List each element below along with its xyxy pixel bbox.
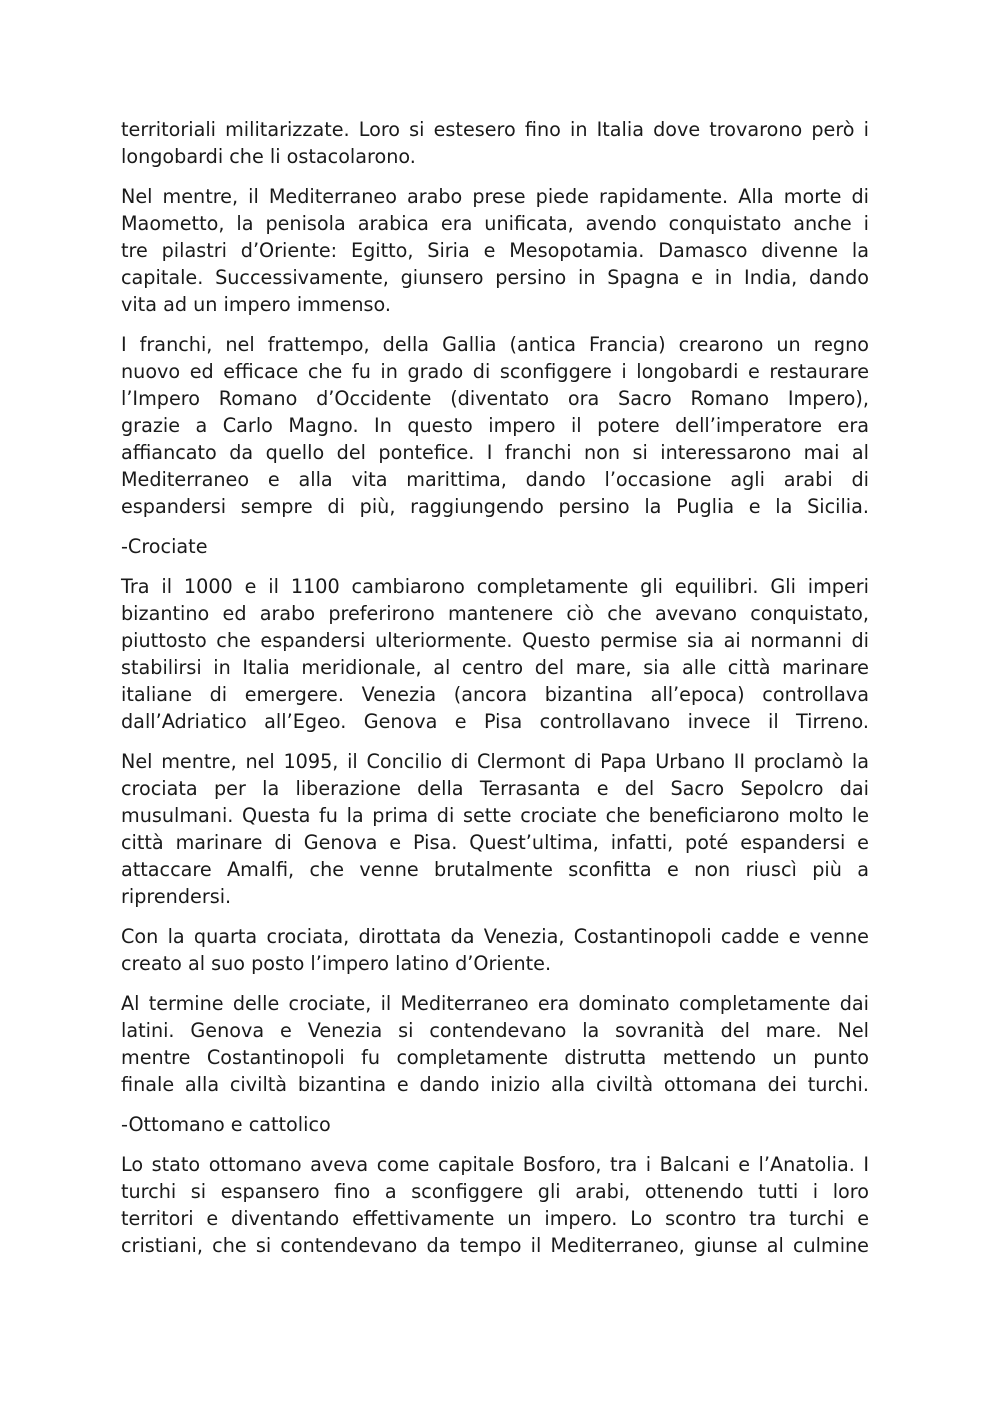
- text-line: grazie a Carlo Magno. In questo impero il potere dell’imperatore era: [121, 414, 869, 437]
- text-line: capitale. Successivamente, giunsero persino in Spagna e in India, dando: [121, 266, 869, 289]
- text-line: Nel mentre, il Mediterraneo arabo prese piede rapidamente. Alla morte di: [121, 185, 869, 208]
- text-line: italiane di emergere. Venezia (ancora bizantina all’epoca) controllava: [121, 683, 869, 706]
- text-line: crociata per la liberazione della Terrasanta e del Sacro Sepolcro dai: [121, 777, 869, 800]
- text-line: Nel mentre, nel 1095, il Concilio di Clermont di Papa Urbano II proclamò la: [121, 750, 869, 773]
- text-line: creato al suo posto l’impero latino d’Oriente.: [121, 952, 552, 975]
- text-line: territori e diventando effettivamente un impero. Lo scontro tra turchi e: [121, 1207, 869, 1230]
- text-line: nuovo ed efficace che fu in grado di sconfiggere i longobardi e restaurare: [121, 360, 869, 383]
- text-line: dall’Adriatico all’Egeo. Genova e Pisa controllavano invece il Tirreno.: [121, 710, 869, 733]
- text-line: Tra il 1000 e il 1100 cambiarono completamente gli equilibri. Gli imperi: [121, 575, 869, 598]
- document-body: [121, 116, 869, 1259]
- document-page: [121, 116, 869, 1272]
- heading-text: -Ottomano e cattolico: [121, 1113, 331, 1136]
- text-line: vita ad un impero immenso.: [121, 293, 392, 316]
- heading-text: -Crociate: [121, 535, 208, 558]
- paragraph: [121, 573, 869, 735]
- text-line: cristiani, che si contendevano da tempo il Mediterraneo, giunse al culmine: [121, 1234, 869, 1257]
- text-line: Al termine delle crociate, il Mediterraneo era dominato completamente dai: [121, 992, 869, 1015]
- paragraph: [121, 1151, 869, 1259]
- text-line: riprendersi.: [121, 885, 232, 908]
- text-line: stabilirsi in Italia meridionale, al centro del mare, sia alle città marinare: [121, 656, 869, 679]
- paragraph: [121, 116, 869, 170]
- text-line: l’Impero Romano d’Occidente (diventato ora Sacro Romano Impero),: [121, 387, 869, 410]
- text-line: bizantino ed arabo preferirono mantenere ciò che avevano conquistato,: [121, 602, 869, 625]
- text-line: musulmani. Questa fu la prima di sette crociate che beneficiarono molto le: [121, 804, 869, 827]
- text-line: territoriali militarizzate. Loro si estesero fino in Italia dove trovarono però i: [121, 118, 869, 141]
- paragraph: [121, 990, 869, 1098]
- section-heading: [121, 1111, 869, 1138]
- paragraph: [121, 923, 869, 977]
- paragraph: [121, 748, 869, 910]
- text-line: latini. Genova e Venezia si contendevano la sovranità del mare. Nel: [121, 1019, 869, 1042]
- text-line: mentre Costantinopoli fu completamente distrutta mettendo un punto: [121, 1046, 869, 1069]
- text-line: finale alla civiltà bizantina e dando inizio alla civiltà ottomana dei turchi.: [121, 1073, 869, 1096]
- paragraph: [121, 183, 869, 318]
- text-line: affiancato da quello del pontefice. I franchi non si interessarono mai al: [121, 441, 869, 464]
- text-line: attaccare Amalfi, che venne brutalmente sconfitta e non riuscì più a: [121, 858, 869, 881]
- text-line: turchi si espansero fino a sconfiggere gli arabi, ottenendo tutti i loro: [121, 1180, 869, 1203]
- text-line: Mediterraneo e alla vita marittima, dando l’occasione agli arabi di: [121, 468, 869, 491]
- text-line: Maometto, la penisola arabica era unificata, avendo conquistato anche i: [121, 212, 869, 235]
- text-line: città marinare di Genova e Pisa. Quest’ultima, infatti, poté espandersi e: [121, 831, 869, 854]
- text-line: longobardi che li ostacolarono.: [121, 145, 416, 168]
- text-line: Lo stato ottomano aveva come capitale Bosforo, tra i Balcani e l’Anatolia. I: [121, 1153, 869, 1176]
- text-line: tre pilastri d’Oriente: Egitto, Siria e Mesopotamia. Damasco divenne la: [121, 239, 869, 262]
- text-line: Con la quarta crociata, dirottata da Venezia, Costantinopoli cadde e venne: [121, 925, 869, 948]
- section-heading: [121, 533, 869, 560]
- text-line: I franchi, nel frattempo, della Gallia (antica Francia) crearono un regno: [121, 333, 869, 356]
- paragraph: [121, 331, 869, 520]
- text-line: piuttosto che espandersi ulteriormente. Questo permise sia ai normanni di: [121, 629, 869, 652]
- text-line: espandersi sempre di più, raggiungendo persino la Puglia e la Sicilia.: [121, 495, 869, 518]
